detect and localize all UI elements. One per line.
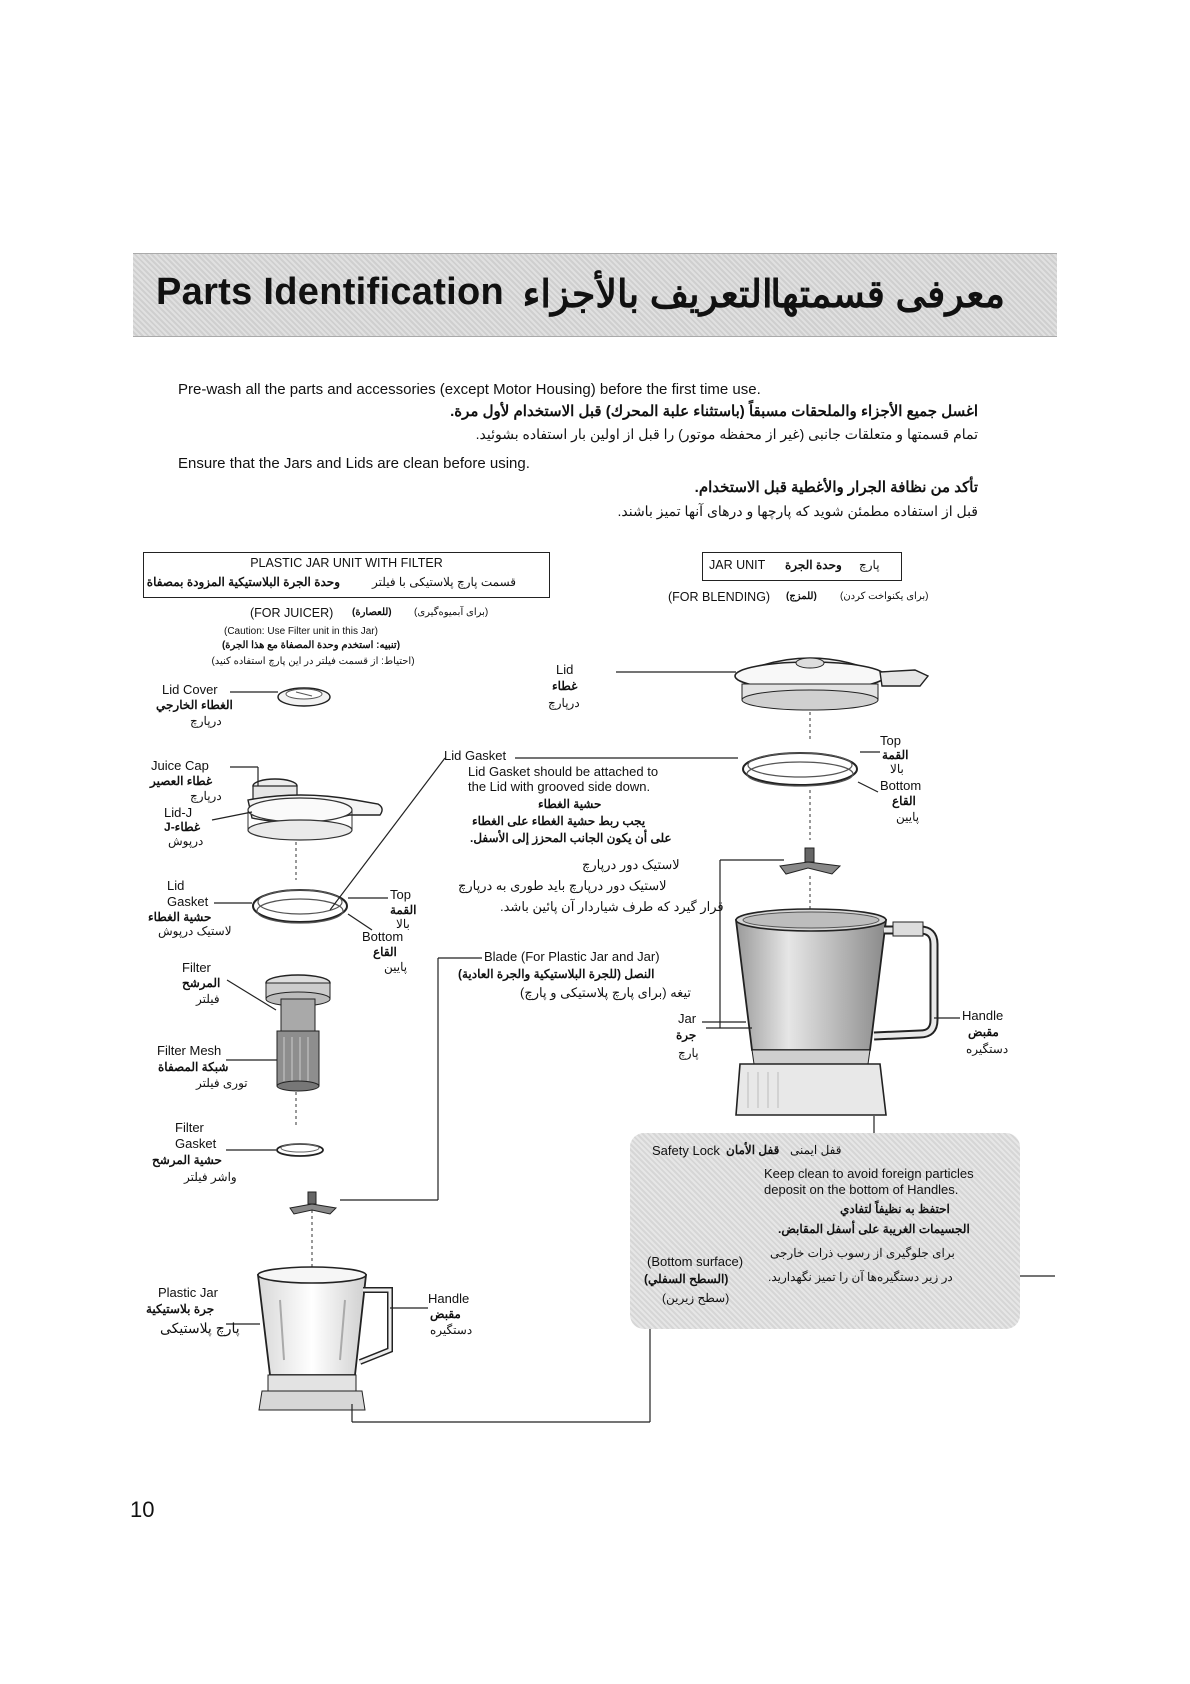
juicer-subtitle: (FOR JUICER)	[250, 606, 334, 620]
safety-note-arabic-1: احتفظ به نظيفاً لتفادي	[840, 1202, 950, 1216]
lid-gasket-note-arabic-3: على أن يكون الجانب المحزز إلى الأسفل.	[470, 831, 672, 845]
top-right-label-urdu: بالا	[890, 762, 904, 776]
handle-left-label: Handle	[428, 1291, 470, 1306]
juice-cap-label-urdu: درپارچ	[190, 789, 222, 803]
page-number: 10	[130, 1497, 155, 1522]
handle-right-label-arabic: مقبض	[968, 1025, 999, 1039]
lid-cover-label-arabic: الغطاء الخارجي	[156, 698, 233, 712]
intro-line2-ur: قبل از استفاده مطمئن شوید که پارچها و درهای آنها تمیز باشند.	[617, 503, 978, 519]
lid-gasket-note-arabic-1: حشية الغطاء	[538, 797, 602, 811]
blending-subtitle-arabic: (للمزج)	[786, 591, 817, 602]
plastic-jar-unit-title-urdu: قسمت پارچ پلاستیکی با فیلتر	[371, 575, 517, 589]
bottom-surface-label-urdu: (سطح زیرین)	[662, 1291, 730, 1305]
safety-note-2: deposit on the bottom of Handles.	[764, 1182, 959, 1197]
lid-cover-label: Lid Cover	[162, 682, 218, 697]
filter-mesh-label-urdu: توری فیلتر	[196, 1076, 248, 1090]
plastic-jar-label-arabic: جرة بلاستيكية	[146, 1302, 215, 1316]
lid-right-label-urdu: درپارچ	[548, 696, 580, 710]
safety-note-urdu-1: برای جلوگیری از رسوب ذرات خارجی	[770, 1246, 955, 1260]
lid-cover-label-urdu: درپارچ	[190, 714, 222, 728]
bottom-left-label-arabic: القاع	[373, 945, 397, 959]
jar-unit-title-urdu: پارچ	[859, 558, 880, 572]
jar-label-urdu: پارچ	[678, 1046, 699, 1060]
lid-gasket-left-label-urdu: لاستیک درپوش	[158, 924, 232, 938]
filter-gasket-label-urdu: واشر فیلتر	[184, 1170, 237, 1184]
lid-gasket-right-drawing	[743, 753, 857, 840]
lid-gasket-left-label-2: Gasket	[167, 894, 209, 909]
top-left-label-arabic: القمة	[390, 903, 417, 917]
top-right-label-arabic: القمة	[882, 748, 909, 762]
juice-cap-label-arabic: غطاء العصير	[150, 774, 213, 788]
bottom-left-label: Bottom	[362, 929, 404, 944]
juicer-subtitle-urdu: (برای آبمیوه‌گیری)	[414, 607, 489, 618]
blending-subtitle: (FOR BLENDING)	[668, 590, 771, 604]
bottom-surface-label: (Bottom surface)	[647, 1254, 744, 1269]
safety-note-arabic-2: الجسيمات الغريبة على أسفل المقابض.	[778, 1222, 970, 1236]
lid-j-label-urdu: درپوش	[168, 834, 204, 848]
safety-lock-title-urdu: قفل ایمنی	[790, 1143, 842, 1157]
plastic-jar-label-urdu: پارچ پلاستیکی	[160, 1320, 240, 1336]
filter-gasket-drawing	[277, 1144, 323, 1156]
page-title-urdu: معرفی قسمتها	[770, 274, 1005, 316]
plastic-jar-unit-title: PLASTIC JAR UNIT WITH FILTER	[250, 556, 443, 570]
handle-right-label-urdu: دستگیره	[966, 1042, 1009, 1056]
intro-line1-ur: تمام قسمتها و متعلقات جانبی (غیر از محفظه موتور) را قبل از اولین بار استفاده بشوئید.	[475, 426, 978, 442]
safety-note-urdu-2: در زیر دستگیره‌ها آن را تمیز نگهدارید.	[768, 1270, 953, 1284]
safety-lock-title: Safety Lock	[652, 1143, 720, 1158]
lid-right-label-arabic: غطاء	[552, 679, 578, 693]
lid-j-label: Lid-J	[164, 805, 193, 820]
filter-gasket-label-arabic: حشية المرشح	[152, 1153, 222, 1167]
lid-gasket-note-arabic-2: يجب ربط حشية الغطاء على الغطاء	[472, 814, 646, 828]
jar-lid-drawing	[735, 658, 928, 740]
jar-label: Jar	[678, 1011, 697, 1026]
page-title-arabic: التعريف بالأجزاء	[522, 274, 773, 316]
filter-mesh-label: Filter Mesh	[157, 1043, 222, 1058]
lid-gasket-note-urdu-2: لاستیک دور درپارچ باید طوری به درپارچ	[458, 878, 667, 893]
juicer-subtitle-arabic: (للعصارة)	[352, 607, 392, 618]
safety-note-1: Keep clean to avoid foreign particles	[764, 1166, 974, 1181]
jar-unit-title-arabic: وحدة الجرة	[785, 558, 842, 572]
caution-urdu: (احتیاط: از قسمت فیلتر در این پارچ استفاده کنید)	[211, 656, 415, 667]
blade-label-arabic: النصل (للجرة البلاستيكية والجرة العادية)	[458, 967, 655, 981]
blade-label: Blade (For Plastic Jar and Jar)	[484, 949, 660, 964]
page-title: Parts Identification	[156, 271, 505, 313]
plastic-jar-label: Plastic Jar	[158, 1285, 218, 1300]
caution-arabic: (تنبيه: استخدم وحدة المصفاة مع هذا الجرة)	[221, 640, 401, 651]
lid-gasket-center-label: Lid Gasket	[444, 748, 507, 763]
lid-cover-drawing	[278, 688, 330, 706]
juice-cap-label: Juice Cap	[151, 758, 209, 773]
jar-label-arabic: جرة	[676, 1028, 697, 1042]
handle-right-label: Handle	[962, 1008, 1004, 1023]
intro-line1-ar: اغسل جميع الأجزاء والملحقات مسبقاً (باستثناء علبة المحرك) قبل الاستخدام لأول مرة.	[450, 403, 978, 420]
top-left-label: Top	[390, 887, 411, 902]
plastic-jar-blade-drawing	[290, 1192, 336, 1214]
bottom-right-label-urdu: پایین	[896, 810, 920, 824]
blade-label-urdu: تیغه (برای پارچ پلاستیکی و پارچ)	[520, 985, 691, 1000]
filter-label: Filter	[182, 960, 211, 975]
lid-gasket-left-label: Lid	[167, 878, 185, 893]
top-right-label: Top	[880, 733, 901, 748]
plastic-jar-drawing	[258, 1267, 390, 1410]
filter-mesh-label-arabic: شبكة المصفاة	[158, 1060, 229, 1074]
plastic-jar-unit-title-arabic: وحدة الجرة البلاستيكية المزودة بمصفاة	[146, 575, 340, 589]
intro-line2-ar: تأكد من نظافة الجرار والأغطية قبل الاستخدام.	[694, 479, 978, 496]
lid-j-label-arabic: غطاء-J	[164, 820, 201, 834]
lid-right-label: Lid	[556, 662, 574, 677]
lid-gasket-note-urdu-3: قرار گیرد که طرف شیاردار آن پائین باشد.	[500, 899, 724, 914]
jar-blade-drawing	[780, 848, 840, 912]
filter-gasket-label: Filter	[175, 1120, 204, 1135]
bottom-left-label-urdu: پایین	[384, 960, 408, 974]
intro-line2-en: Ensure that the Jars and Lids are clean before using.	[178, 455, 530, 472]
lid-gasket-note-2: the Lid with grooved side down.	[468, 779, 651, 794]
filter-label-arabic: المرشح	[182, 976, 221, 990]
safety-lock-title-arabic: قفل الأمان	[726, 1143, 780, 1157]
bottom-surface-label-arabic: (السطح السفلي)	[644, 1272, 729, 1286]
jar-unit-title: JAR UNIT	[709, 558, 766, 572]
blending-subtitle-urdu: (برای یکنواخت کردن)	[840, 591, 929, 602]
handle-left-label-urdu: دستگیره	[430, 1323, 473, 1337]
lid-gasket-left-label-arabic: حشية الغطاء	[148, 910, 212, 924]
filter-label-urdu: فیلتر	[196, 992, 220, 1006]
caution-en: (Caution: Use Filter unit in this Jar)	[224, 626, 378, 637]
lid-gasket-note-urdu-1: لاستیک دور درپارچ	[582, 857, 680, 872]
filter-gasket-label-2: Gasket	[175, 1136, 217, 1151]
juice-cap-lid-j-drawing	[248, 779, 382, 840]
top-left-label-urdu: بالا	[396, 917, 410, 931]
handle-left-label-arabic: مقبض	[430, 1307, 461, 1321]
filter-drawing	[266, 975, 330, 1091]
glass-jar-drawing	[736, 909, 934, 1115]
bottom-right-label: Bottom	[880, 778, 922, 793]
intro-line1-en: Pre-wash all the parts and accessories (except Motor Housing) before the first time use.	[178, 381, 761, 398]
lid-gasket-note-1: Lid Gasket should be attached to	[468, 764, 659, 779]
bottom-right-label-arabic: القاع	[892, 794, 916, 808]
